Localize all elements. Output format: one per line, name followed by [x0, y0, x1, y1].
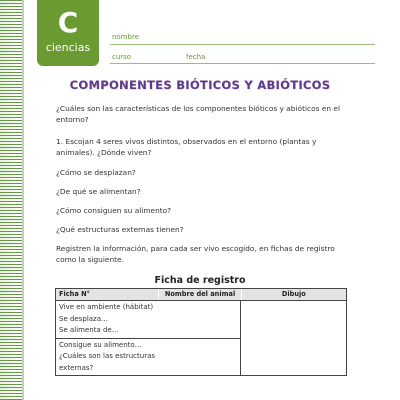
- question-food: ¿De qué se alimentan?: [56, 187, 141, 196]
- spiral-binding-strip: [0, 0, 24, 400]
- name-label: nombre: [112, 33, 140, 41]
- question-intro: ¿Cuáles son las características de los componentes bióticos y abióticos en el entorno?: [56, 104, 340, 124]
- table-body: [56, 301, 346, 375]
- section-structures: [56, 338, 240, 376]
- course-label: curso: [112, 53, 132, 61]
- date-label: fecha: [186, 53, 206, 61]
- instructions: Registren la información, para cada ser vivo escogido, en fichas de registro como la siguiente.: [56, 244, 335, 264]
- page-title: COMPONENTES BIÓTICOS Y ABIÓTICOS: [69, 78, 331, 92]
- question-movement: ¿Cómo se desplazan?: [56, 168, 136, 177]
- form-fields: [56, 301, 241, 375]
- record-form-table: [55, 288, 347, 376]
- field-structures: ¿Cuáles son las estructuras: [59, 352, 156, 360]
- badge-letter: C: [57, 6, 79, 39]
- form-title: Ficha de registro: [154, 275, 246, 286]
- section-habitat: [56, 301, 240, 338]
- field-habitat: Vive en ambiente (hábitat): [59, 303, 154, 311]
- drawing-area: [241, 301, 346, 375]
- course-date-line: [110, 63, 375, 64]
- header-drawing: Dibujo: [241, 289, 346, 300]
- badge-subject: ciencias: [45, 41, 91, 54]
- question-1: 1. Escojan 4 seres vivos distintos, observados en el entorno (plantas y animales). ¿Dónde viven?: [56, 137, 317, 157]
- question-structures: ¿Qué estructuras externas tienen?: [56, 225, 184, 234]
- grade-label: 4º básico: [52, 56, 94, 66]
- field-food: Se alimenta de…: [59, 326, 119, 334]
- field-obtain-food: Consigue su alimento…: [59, 340, 142, 349]
- field-movement: Se desplaza…: [59, 314, 109, 323]
- header-animal-name: Nombre del animal: [158, 289, 240, 300]
- name-line: [110, 44, 375, 45]
- field-structures-cont: externas?: [59, 363, 94, 372]
- table-header: [56, 289, 346, 301]
- question-obtain-food: ¿Cómo consiguen su alimento?: [56, 206, 172, 215]
- header-record-number: Ficha N°: [59, 290, 90, 298]
